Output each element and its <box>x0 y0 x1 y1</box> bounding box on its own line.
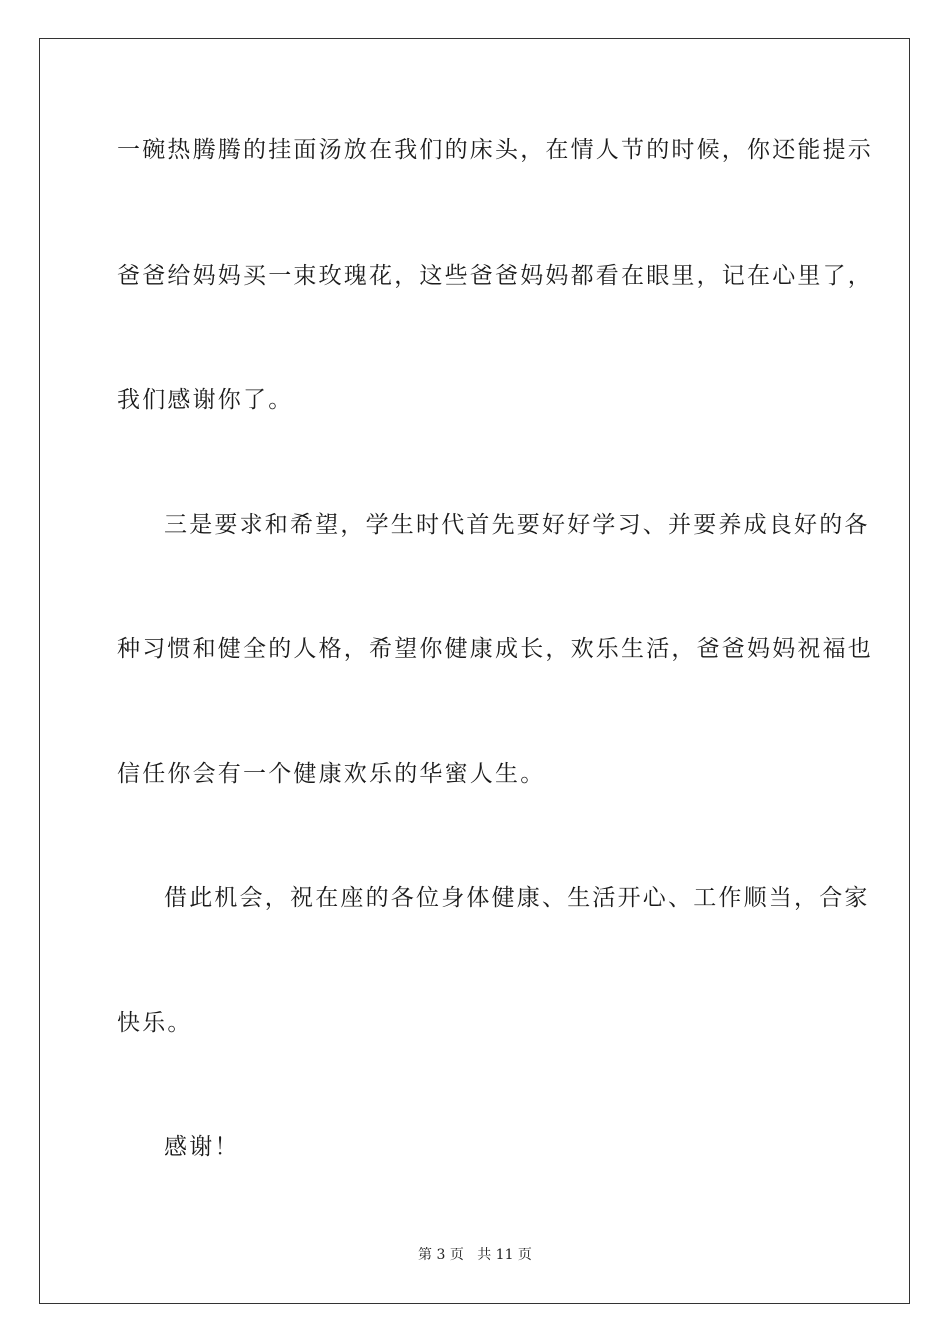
page-number: 第 3 页 <box>418 1247 464 1263</box>
body-line-5: 种习惯和健全的人格，希望你健康成长，欢乐生活，爸爸妈妈祝福也 <box>117 636 873 662</box>
page-footer <box>0 1246 950 1264</box>
paragraph-line-4: 三是要求和希望，学生时代首先要好好学习、并要养成良好的各 <box>164 512 870 538</box>
page-border <box>39 38 910 1304</box>
closing-line: 感谢！ <box>164 1134 240 1160</box>
body-line-6: 信任你会有一个健康欢乐的华蜜人生。 <box>117 761 546 787</box>
body-line-1: 一碗热腾腾的挂面汤放在我们的床头，在情人节的时候，你还能提示 <box>117 137 873 163</box>
paragraph-line-7: 借此机会，祝在座的各位身体健康、生活开心、工作顺当，合家 <box>164 885 870 911</box>
body-line-8: 快乐。 <box>117 1010 193 1036</box>
body-line-3: 我们感谢你了。 <box>117 387 294 413</box>
body-line-2: 爸爸给妈妈买一束玫瑰花，这些爸爸妈妈都看在眼里，记在心里了， <box>117 263 873 289</box>
total-pages: 共 11 页 <box>477 1247 532 1263</box>
